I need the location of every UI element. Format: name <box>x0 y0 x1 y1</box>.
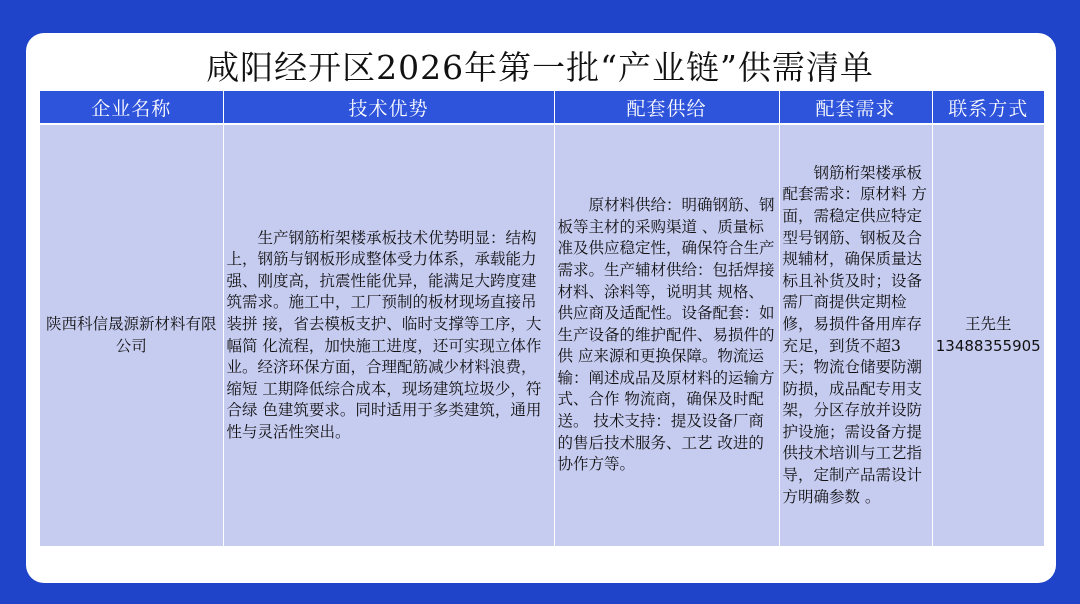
table-row <box>40 124 1044 546</box>
header-company: 企业名称 <box>40 91 223 124</box>
contact-name: 王先生 <box>964 314 1012 333</box>
header-tech-advantage: 技术优势 <box>223 91 554 124</box>
cell-demand: 钢筋桁架楼承板配套需求：原材料 方面，需稳定供应特定型号钢筋、钢板及合规辅材，确保质量达标且补货及时；设备需厂商提供定期检修，易损件备用库存充足，到货不超3天；物流仓储要防潮防损，成品配专用支架，分区存放并设防护设施；需设备方提供技术培训与工艺指导，定制产品需设计方明确参数 。 <box>779 124 932 546</box>
header-supply: 配套供给 <box>554 91 779 124</box>
cell-supply: 原材料供给：明确钢筋、钢板等主材的采购渠道 、质量标准及供应稳定性，确保符合生产需求。生产辅材供给：包括焊接材料、涂料等，说明其 规格、供应商及适配性。设备配套：如生产设备的维护配件、易损件的供 应来源和更换保障。物流运输：阐述成品及原材料的运输方式、合作 物流商，确保及时配送。 技术支持：提及设备厂商的售后技术服务、工艺 改进的协作方等。 <box>554 124 779 546</box>
header-demand: 配套需求 <box>779 91 932 124</box>
header-contact: 联系方式 <box>932 91 1044 124</box>
cell-contact <box>932 124 1044 546</box>
cell-company: 陕西科信晟源新材料有限公司 <box>40 124 223 546</box>
supply-demand-table <box>40 91 1044 546</box>
cell-tech-advantage: 生产钢筋桁架楼承板技术优势明显：结构上，钢筋与钢板形成整体受力体系，承载能力强、刚度高，抗震性能优异，能满足大跨度建筑需求。施工中，工厂预制的板材现场直接吊装拼 接，省去模板支护、临时支撑等工序，大幅简 化流程，加快施工进度，还可实现立体作业。经济环保方面，合理配筋减少材料浪费，缩短 工期降低综合成本，现场建筑垃圾少，符合绿 色建筑要求。同时适用于多类建筑，通用性与灵活性突出。 <box>223 124 554 546</box>
table-header-row <box>40 91 1044 124</box>
contact-phone: 13488355905 <box>935 336 1041 355</box>
page-title: 咸阳经开区2026年第一批“产业链”供需清单 <box>206 48 874 87</box>
